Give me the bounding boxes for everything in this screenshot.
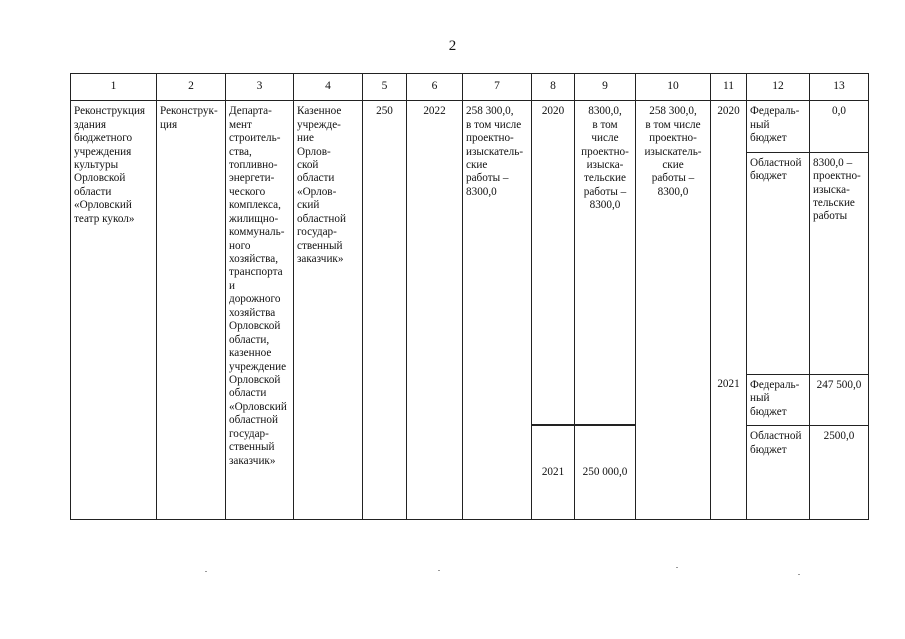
header-cell-10: 10 [636,74,711,101]
scan-speck [438,570,440,571]
work-type-cell: Реконструк- ция [157,101,226,520]
header-row [71,74,869,101]
funding-year-2021-cell: 2021 [711,374,747,519]
customer-cell: Департа- мент строитель- ства, топливно- энергети- ческого комплекса, жилищно- коммуналь- ного хозяйства, транспорта и дорожного хозяйства Орловской области, казенное учреждение Орловской области «Орловский областной государ- ственный заказчик» [226,101,294,520]
header-cell-4: 4 [294,74,363,101]
capacity-cell: 250 [363,101,407,520]
header-cell-9: 9 [575,74,636,101]
federal-budget-2021-label: Федераль- ный бюджет [747,374,810,425]
header-cell-13: 13 [810,74,869,101]
header-cell-7: 7 [463,74,532,101]
header-cell-8: 8 [532,74,575,101]
completion-year-cell: 2022 [407,101,463,520]
developer-cell: Казенное учрежде- ние Орлов- ской области «Орлов- ский областной государ- ственный заказчик» [294,101,363,520]
regional-budget-2021-value: 2500,0 [810,426,869,520]
header-cell-1: 1 [71,74,157,101]
regional-budget-2020-label: Областной бюджет [747,152,810,374]
page-number: 2 [448,38,457,54]
period-year-cell: 2020 [532,101,575,425]
federal-budget-2020-label: Федераль- ный бюджет [747,101,810,152]
header-cell-3: 3 [226,74,294,101]
header-cell-11: 11 [711,74,747,101]
header-cell-6: 6 [407,74,463,101]
funding-year-2020-cell: 2020 [711,101,747,374]
estimated-cost-cell: 258 300,0, в том числе проектно- изыскатель- ские работы – 8300,0 [463,101,532,520]
federal-budget-2021-value: 247 500,0 [810,374,869,425]
period-amount-2021-cell: 250 000,0 [575,426,636,520]
regional-budget-2021-label: Областной бюджет [747,426,810,520]
budget-table [70,73,869,520]
regional-budget-2020-value: 8300,0 – проектно- изыска- тельские работы [810,152,869,374]
total-funding-cell: 258 300,0, в том числе проектно- изыскатель- ские работы – 8300,0 [636,101,711,520]
scan-speck [676,567,678,568]
federal-budget-2020-value: 0,0 [810,101,869,152]
table-row [71,101,869,152]
period-amount-cell: 8300,0, в том числе проектно- изыска- тельские работы – 8300,0 [575,101,636,425]
scan-speck [205,571,207,572]
object-name-cell: Реконструкция здания бюджетного учреждения культуры Орловской области «Орловский театр кукол» [71,101,157,520]
header-cell-12: 12 [747,74,810,101]
header-cell-2: 2 [157,74,226,101]
header-cell-5: 5 [363,74,407,101]
scan-speck [798,574,800,575]
period-year-2021-cell: 2021 [532,426,575,520]
